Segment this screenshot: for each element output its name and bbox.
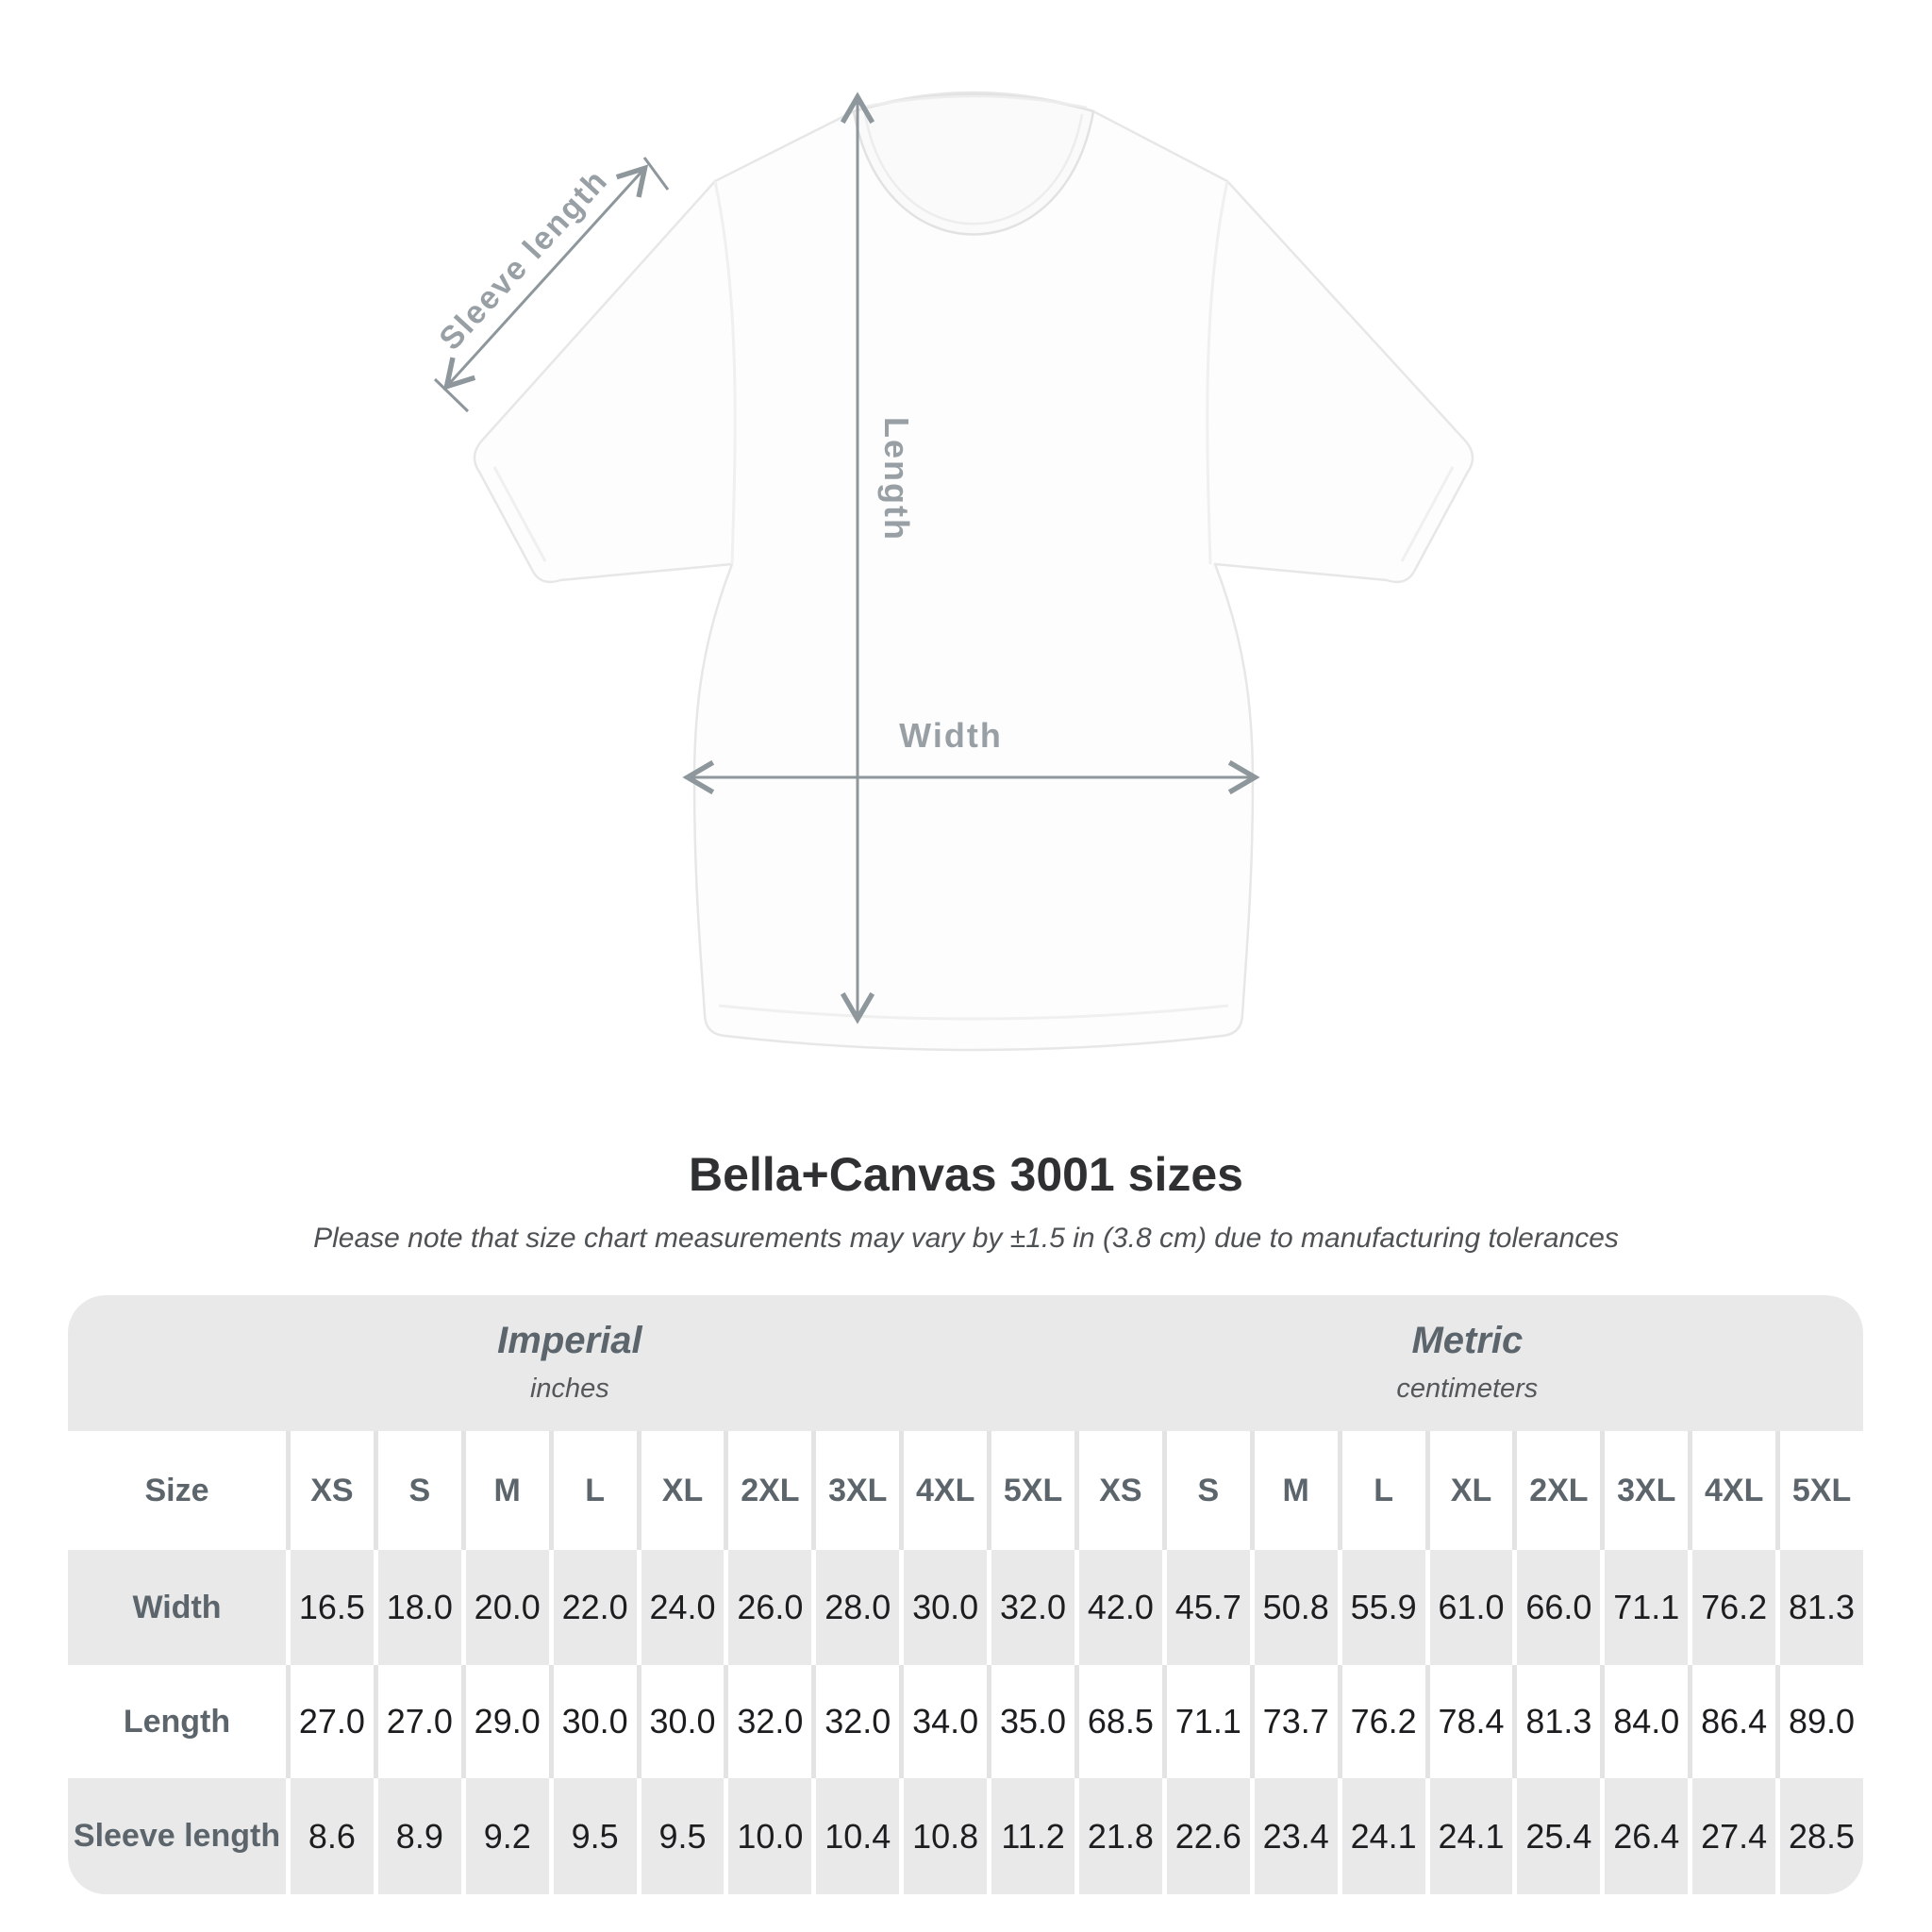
measurement-cell-imperial: 8.9: [378, 1778, 461, 1894]
measurement-cell-imperial: 10.8: [904, 1778, 987, 1894]
measurement-cell-metric: 24.1: [1342, 1778, 1425, 1894]
size-header-imperial: L: [554, 1431, 637, 1550]
size-header-imperial: XS: [291, 1431, 374, 1550]
measurement-cell-imperial: 29.0: [466, 1665, 549, 1778]
measurement-cell-imperial: 32.0: [816, 1665, 899, 1778]
measurement-cell-imperial: 11.2: [991, 1778, 1074, 1894]
unit-group-metric: [1072, 1295, 1863, 1431]
imperial-heading: Imperial: [497, 1320, 642, 1361]
measurement-cell-imperial: 27.0: [291, 1665, 374, 1778]
measurement-cell-metric: 27.4: [1692, 1778, 1775, 1894]
tolerance-note: Please note that size chart measurements may vary by ±1.5 in (3.8 cm) due to manufacturing tolerances: [313, 1223, 1619, 1254]
measurement-cell-imperial: 30.0: [904, 1550, 987, 1665]
measurement-cell-metric: 26.4: [1605, 1778, 1688, 1894]
size-header-metric: S: [1167, 1431, 1250, 1550]
measurement-cell-metric: 28.5: [1780, 1778, 1863, 1894]
size-header-imperial: 3XL: [816, 1431, 899, 1550]
size-header-metric: XS: [1079, 1431, 1162, 1550]
width-label: Width: [899, 716, 1003, 755]
size-header-imperial: 2XL: [728, 1431, 811, 1550]
measurement-cell-metric: 22.6: [1167, 1778, 1250, 1894]
size-header-imperial: M: [466, 1431, 549, 1550]
size-table-grid: [68, 1431, 1863, 1894]
measurement-cell-metric: 71.1: [1167, 1665, 1250, 1778]
measurement-cell-imperial: 9.5: [641, 1778, 724, 1894]
measurement-cell-imperial: 20.0: [466, 1550, 549, 1665]
size-column-header: Size: [68, 1431, 286, 1550]
measurement-cell-imperial: 35.0: [991, 1665, 1074, 1778]
measurement-cell-metric: 84.0: [1605, 1665, 1688, 1778]
measurement-cell-imperial: 26.0: [728, 1550, 811, 1665]
page-title: Bella+Canvas 3001 sizes: [689, 1148, 1243, 1201]
size-header-imperial: 4XL: [904, 1431, 987, 1550]
measurement-cell-imperial: 32.0: [728, 1665, 811, 1778]
row-label: Length: [68, 1665, 286, 1778]
measurement-cell-metric: 24.1: [1430, 1778, 1513, 1894]
measurement-cell-imperial: 30.0: [554, 1665, 637, 1778]
measurement-cell-imperial: 24.0: [641, 1550, 724, 1665]
metric-heading: Metric: [1411, 1320, 1524, 1361]
size-header-metric: M: [1255, 1431, 1338, 1550]
row-label: Width: [68, 1550, 286, 1665]
tshirt-silhouette: [475, 92, 1473, 1050]
measurement-cell-metric: 73.7: [1255, 1665, 1338, 1778]
measurement-cell-imperial: 10.0: [728, 1778, 811, 1894]
measurement-cell-imperial: 16.5: [291, 1550, 374, 1665]
metric-unit-label: centimeters: [1396, 1374, 1539, 1404]
length-label: Length: [877, 417, 916, 541]
measurement-cell-metric: 68.5: [1079, 1665, 1162, 1778]
size-table: [68, 1295, 1863, 1894]
size-header-metric: XL: [1430, 1431, 1513, 1550]
measurement-cell-imperial: 18.0: [378, 1550, 461, 1665]
measurement-cell-metric: 89.0: [1780, 1665, 1863, 1778]
row-label: Sleeve length: [68, 1778, 286, 1894]
size-header-metric: 5XL: [1780, 1431, 1863, 1550]
size-header-imperial: 5XL: [991, 1431, 1074, 1550]
measurement-cell-imperial: 28.0: [816, 1550, 899, 1665]
measurement-cell-metric: 81.3: [1780, 1550, 1863, 1665]
unit-header-row: [68, 1295, 1863, 1431]
measurement-cell-imperial: 8.6: [291, 1778, 374, 1894]
size-header-imperial: S: [378, 1431, 461, 1550]
measurement-cell-metric: 42.0: [1079, 1550, 1162, 1665]
size-header-metric: 4XL: [1692, 1431, 1775, 1550]
measurement-cell-imperial: 22.0: [554, 1550, 637, 1665]
measurement-cell-imperial: 27.0: [378, 1665, 461, 1778]
size-header-metric: 2XL: [1517, 1431, 1600, 1550]
measurement-cell-imperial: 9.2: [466, 1778, 549, 1894]
sleeve-length-end-tick: [644, 158, 668, 190]
measurement-cell-metric: 50.8: [1255, 1550, 1338, 1665]
measurement-cell-imperial: 9.5: [554, 1778, 637, 1894]
size-header-metric: L: [1342, 1431, 1425, 1550]
imperial-unit-label: inches: [529, 1374, 609, 1404]
measurement-cell-metric: 78.4: [1430, 1665, 1513, 1778]
measurement-cell-metric: 66.0: [1517, 1550, 1600, 1665]
measurement-cell-metric: 71.1: [1605, 1550, 1688, 1665]
size-header-metric: 3XL: [1605, 1431, 1688, 1550]
measurement-cell-imperial: 34.0: [904, 1665, 987, 1778]
measurement-cell-metric: 76.2: [1342, 1665, 1425, 1778]
size-header-imperial: XL: [641, 1431, 724, 1550]
sleeve-length-start-tick: [435, 379, 468, 411]
measurement-cell-metric: 45.7: [1167, 1550, 1250, 1665]
measurement-cell-imperial: 10.4: [816, 1778, 899, 1894]
sleeve-length-label: Sleeve length: [432, 162, 616, 358]
measurement-cell-metric: 21.8: [1079, 1778, 1162, 1894]
measurement-cell-metric: 23.4: [1255, 1778, 1338, 1894]
measurement-cell-metric: 55.9: [1342, 1550, 1425, 1665]
measurement-cell-metric: 86.4: [1692, 1665, 1775, 1778]
measurement-cell-imperial: 32.0: [991, 1550, 1074, 1665]
measurement-cell-metric: 76.2: [1692, 1550, 1775, 1665]
measurement-cell-metric: 25.4: [1517, 1778, 1600, 1894]
unit-group-imperial: [68, 1295, 1072, 1431]
measurement-cell-imperial: 30.0: [641, 1665, 724, 1778]
measurement-cell-metric: 81.3: [1517, 1665, 1600, 1778]
measurement-cell-metric: 61.0: [1430, 1550, 1513, 1665]
